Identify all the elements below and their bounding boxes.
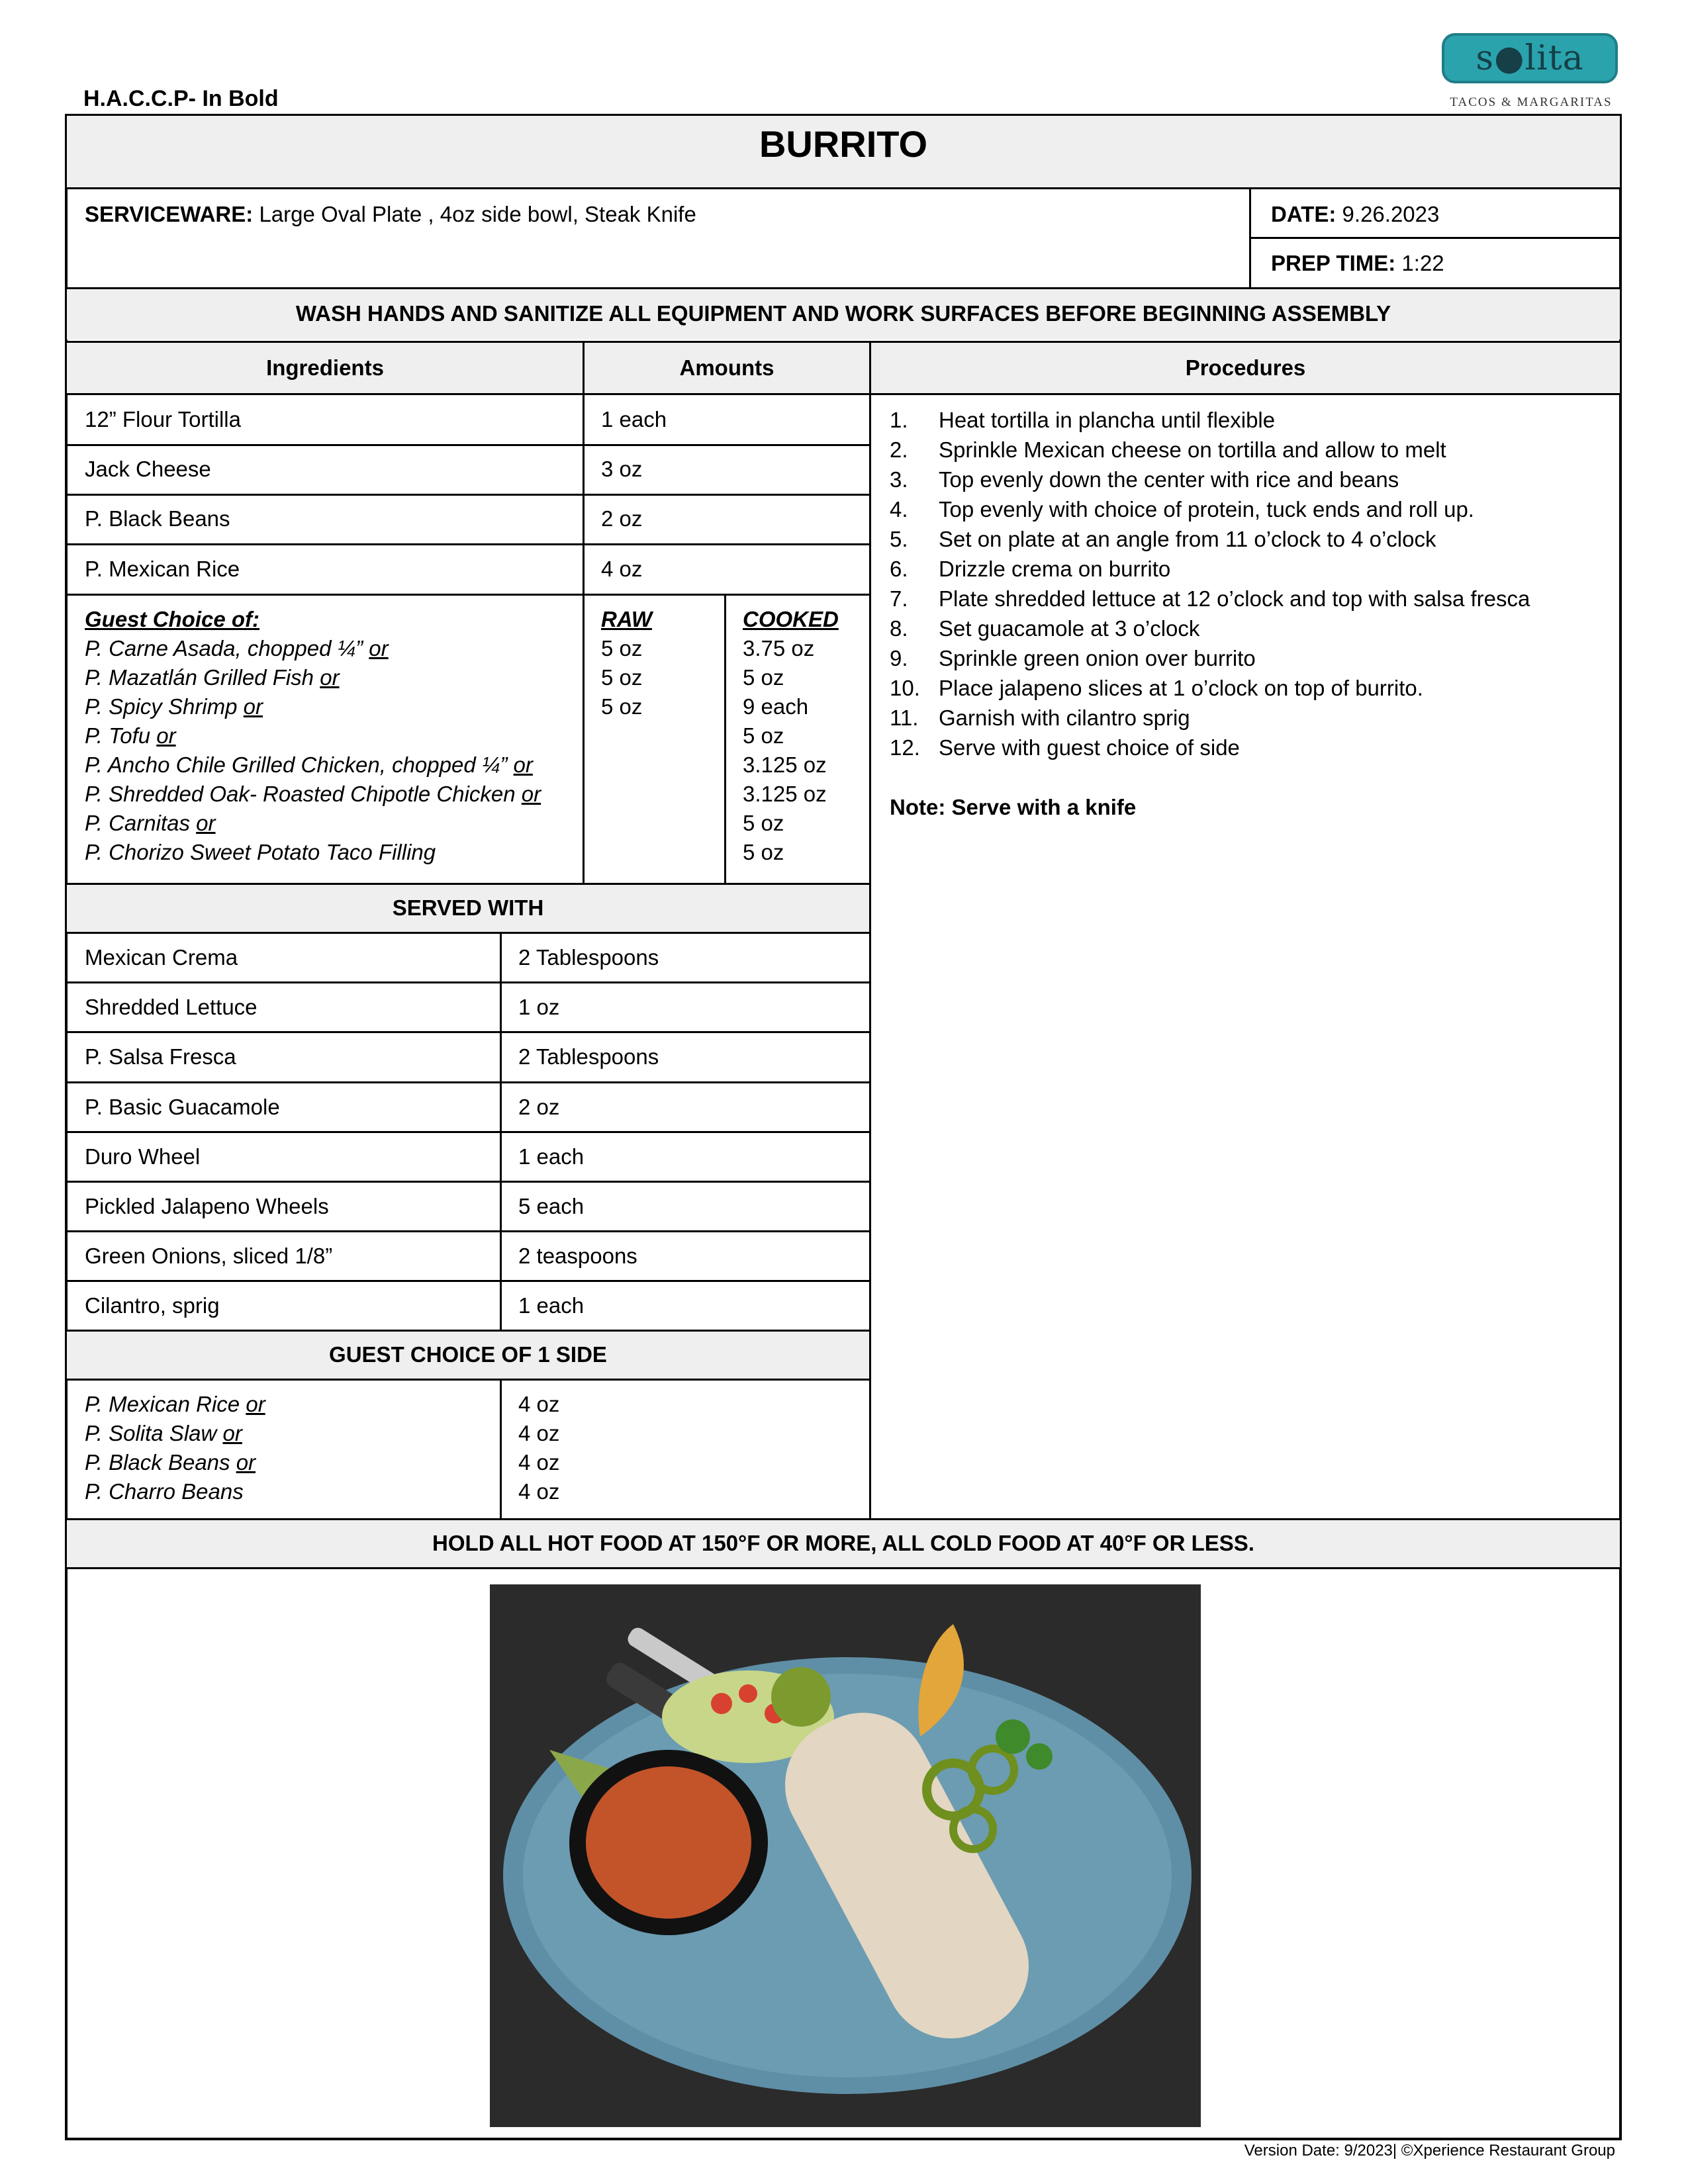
served-with-name: Cilantro, sprig [85, 1293, 220, 1318]
protein-option: P. Chorizo Sweet Potato Taco Filling [85, 840, 436, 864]
served-with-amount: 2 oz [518, 1095, 560, 1119]
side-option: P. Black Beans or [85, 1450, 256, 1475]
knife-note: Note: Serve with a knife [890, 795, 1137, 819]
served-with-name: Shredded Lettuce [85, 995, 258, 1019]
serviceware-value: Large Oval Plate , 4oz side bowl, Steak Knife [253, 202, 696, 226]
procedures-list [890, 405, 1530, 822]
date-label: DATE: [1271, 202, 1336, 226]
protein-option: P. Ancho Chile Grilled Chicken, chopped ¼” or [85, 752, 533, 777]
page-title: BURRITO [759, 123, 928, 165]
ingredient-name: 12” Flour Tortilla [85, 407, 241, 432]
procedure-step: 2. Sprinkle Mexican cheese on tortilla and allow to melt [890, 437, 1446, 462]
procedure-step: 8. Set guacamole at 3 o’clock [890, 616, 1200, 641]
ingredient-amount: 1 each [601, 407, 667, 432]
ingredients-header: Ingredients [266, 355, 384, 380]
amounts-header: Amounts [679, 355, 774, 380]
served-with-amount: 2 Tablespoons [518, 1044, 659, 1069]
served-with-amount: 2 teaspoons [518, 1244, 637, 1268]
served-with-amount: 5 each [518, 1194, 585, 1218]
side-choice-list [85, 1390, 265, 1506]
cooked-label: COOKED [743, 607, 839, 631]
procedure-step: 12. Serve with guest choice of side [890, 735, 1240, 760]
served-with-name: Pickled Jalapeno Wheels [85, 1194, 329, 1218]
served-with-header: SERVED WITH [392, 895, 544, 920]
served-with-amount: 2 Tablespoons [518, 945, 659, 970]
served-with-amount: 1 each [518, 1144, 585, 1169]
served-with-name: Mexican Crema [85, 945, 238, 970]
side-option: P. Mexican Rice or [85, 1392, 265, 1416]
procedure-step: 5. Set on plate at an angle from 11 o’clock to 4 o’clock [890, 527, 1436, 551]
ingredient-name: P. Mexican Rice [85, 557, 240, 581]
ingredient-amount: 3 oz [601, 457, 643, 481]
side-option: P. Charro Beans [85, 1479, 244, 1504]
procedure-step: 7. Plate shredded lettuce at 12 o’clock and top with salsa fresca [890, 586, 1530, 611]
hold-temperature-banner: HOLD ALL HOT FOOD AT 150°F OR MORE, ALL COLD FOOD AT 40°F OR LESS. [432, 1531, 1254, 1555]
version-footer: Version Date: 9/2023| ©Xperience Restaurant Group [1244, 2142, 1615, 2160]
procedure-step: 10. Place jalapeno slices at 1 o’clock on top of burrito. [890, 676, 1423, 700]
logo-tagline: TACOS & MARGARITAS [1450, 95, 1613, 109]
procedure-step: 3. Top evenly down the center with rice and beans [890, 467, 1399, 492]
guest-choice-label: Guest Choice of: [85, 607, 260, 631]
ingredient-name: P. Black Beans [85, 506, 230, 531]
serviceware-row [85, 200, 696, 229]
date-row [1271, 200, 1439, 229]
protein-option: P. Shredded Oak- Roasted Chipotle Chicken or [85, 782, 541, 806]
procedures-header: Procedures [1185, 355, 1306, 380]
raw-label: RAW [601, 607, 652, 631]
procedure-step: 11. Garnish with cilantro sprig [890, 705, 1190, 730]
serviceware-label: SERVICEWARE: [85, 202, 254, 226]
ingredient-amount: 2 oz [601, 506, 643, 531]
protein-option: P. Tofu or [85, 723, 176, 748]
served-with-name: Green Onions, sliced 1/8” [85, 1244, 333, 1268]
cooked-amounts: COOKED 3.75 oz 5 oz 9 each 5 oz 3.125 oz 3.125 oz 5 oz 5 oz [743, 605, 839, 867]
protein-option: P. Mazatlán Grilled Fish or [85, 665, 340, 690]
served-with-amount: 1 each [518, 1293, 585, 1318]
served-with-amount: 1 oz [518, 995, 560, 1019]
protein-option: P. Carnitas or [85, 811, 216, 835]
solita-logo: s●lita [1442, 33, 1618, 83]
date-value: 9.26.2023 [1336, 202, 1440, 226]
raw-amounts: RAW 5 oz 5 oz 5 oz [601, 605, 652, 721]
prep-time-row [1271, 249, 1444, 278]
haccp-note: H.A.C.C.P- In Bold [83, 86, 279, 111]
side-option: P. Solita Slaw or [85, 1421, 242, 1445]
plated-burrito-illustration [490, 1584, 1201, 2127]
side-amounts: 4 oz 4 oz 4 oz 4 oz [518, 1392, 560, 1504]
burrito-plate-photo [490, 1584, 1201, 2127]
guest-choice-list [85, 605, 541, 867]
procedure-step: 9. Sprinkle green onion over burrito [890, 646, 1256, 670]
procedure-step: 1. Heat tortilla in plancha until flexible [890, 408, 1276, 432]
ingredient-name: Jack Cheese [85, 457, 211, 481]
served-with-name: Duro Wheel [85, 1144, 201, 1169]
prep-time-value: 1:22 [1395, 251, 1444, 275]
served-with-name: P. Salsa Fresca [85, 1044, 236, 1069]
wash-banner: WASH HANDS AND SANITIZE ALL EQUIPMENT AND WORK SURFACES BEFORE BEGINNING ASSEMBLY [295, 301, 1391, 326]
procedure-step: 4. Top evenly with choice of protein, tuck ends and roll up. [890, 497, 1474, 522]
protein-option: P. Carne Asada, chopped ¼” or [85, 636, 389, 660]
served-with-name: P. Basic Guacamole [85, 1095, 280, 1119]
ingredient-amount: 4 oz [601, 557, 643, 581]
side-choice-header: GUEST CHOICE OF 1 SIDE [329, 1342, 607, 1367]
procedure-step: 6. Drizzle crema on burrito [890, 557, 1171, 581]
prep-time-label: PREP TIME: [1271, 251, 1396, 275]
protein-option: P. Spicy Shrimp or [85, 694, 263, 719]
